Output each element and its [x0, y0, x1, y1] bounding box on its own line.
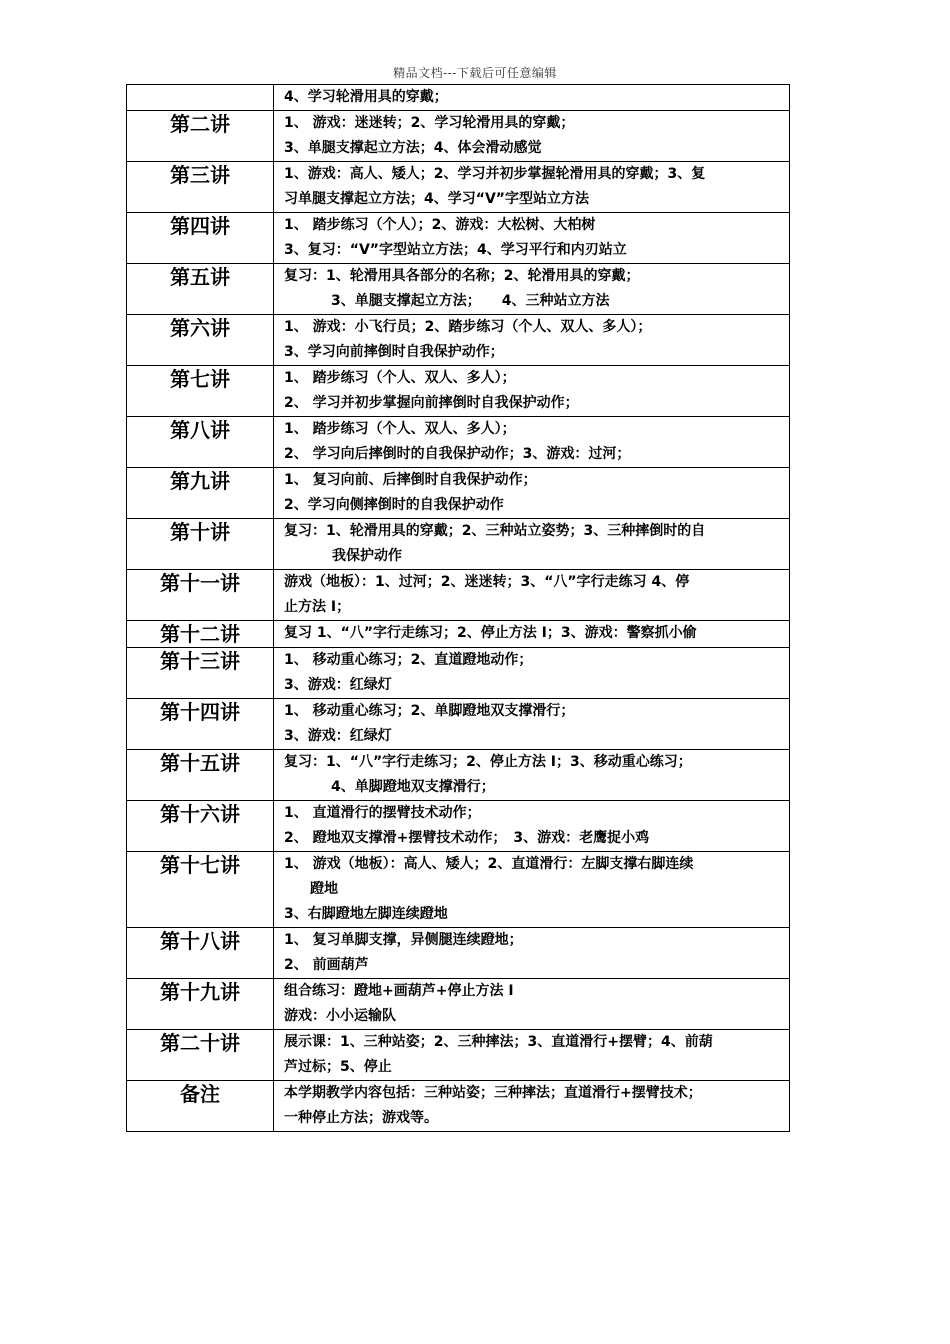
content-line: 1、 踏步练习（个人、双人、多人）； [284, 421, 516, 437]
content-line: 组合练习：蹬地+画葫芦+停止方法 I [284, 983, 514, 999]
lecture-cell [127, 85, 274, 111]
content-line: 展示课：1、三种站姿；2、三种摔法；3、直道滑行+摆臂；4、前葫 [284, 1034, 713, 1050]
content-line: 蹬地 [310, 881, 338, 897]
content-cell [274, 570, 790, 621]
content-line: 3、游戏：红绿灯 [284, 728, 392, 744]
content-line: 3、游戏：红绿灯 [284, 677, 392, 693]
content-line: 我保护动作 [332, 548, 402, 564]
content-line: 止方法 I； [284, 599, 351, 615]
table-row [127, 801, 790, 852]
lecture-cell: 第二讲 [127, 111, 274, 162]
table-row [127, 366, 790, 417]
page-header: 精品文档---下载后可任意编辑 [393, 66, 557, 80]
content-line: 3、单腿支撑起立方法；4、体会滑动感觉 [284, 140, 542, 156]
content-line: 本学期教学内容包括：三种站姿；三种摔法；直道滑行+摆臂技术； [284, 1085, 702, 1101]
table-row [127, 648, 790, 699]
content-line: 3、右脚蹬地左脚连续蹬地 [284, 906, 448, 922]
content-cell [274, 315, 790, 366]
lecture-cell: 第三讲 [127, 162, 274, 213]
table-row [127, 468, 790, 519]
content-cell [274, 519, 790, 570]
content-cell [274, 162, 790, 213]
content-cell [274, 213, 790, 264]
lecture-cell: 第十四讲 [127, 699, 274, 750]
content-line: 1、 直道滑行的摆臂技术动作； [284, 805, 481, 821]
lecture-cell: 第十讲 [127, 519, 274, 570]
lecture-cell: 第十一讲 [127, 570, 274, 621]
lecture-cell: 第四讲 [127, 213, 274, 264]
lecture-cell: 第十七讲 [127, 852, 274, 928]
table-row [127, 264, 790, 315]
content-cell [274, 264, 790, 315]
content-cell [274, 852, 790, 928]
table-row [127, 621, 790, 648]
content-cell [274, 417, 790, 468]
content-cell [274, 801, 790, 852]
lecture-cell: 第九讲 [127, 468, 274, 519]
content-line: 4、学习轮滑用具的穿戴； [284, 89, 448, 105]
remarks-label-cell: 备注 [127, 1081, 274, 1132]
content-line: 复习 1、“八”字行走练习；2、停止方法 I；3、游戏：警察抓小偷 [284, 625, 697, 641]
table-row [127, 213, 790, 264]
content-line: 一种停止方法；游戏等。 [284, 1110, 438, 1126]
content-line: 芦过标；5、停止 [284, 1059, 392, 1075]
lecture-cell: 第八讲 [127, 417, 274, 468]
content-line: 1、 复习向前、后摔倒时自我保护动作； [284, 472, 537, 488]
content-line: 4、单脚蹬地双支撑滑行； [331, 779, 495, 795]
table-row [127, 519, 790, 570]
content-line: 2、 蹬地双支撑滑+摆臂技术动作； 3、游戏：老鹰捉小鸡 [284, 830, 650, 846]
content-line: 游戏（地板）：1、过河；2、迷迷转；3、“八”字行走练习 4、停 [284, 574, 690, 590]
content-line: 3、复习：“V”字型站立方法；4、学习平行和内刃站立 [284, 242, 627, 258]
content-line: 1、 踏步练习（个人）；2、游戏：大松树、大柏树 [284, 217, 596, 233]
content-cell [274, 928, 790, 979]
lecture-cell: 第二十讲 [127, 1030, 274, 1081]
content-line: 2、 学习并初步掌握向前摔倒时自我保护动作； [284, 395, 579, 411]
content-cell [274, 85, 790, 111]
table-row [127, 111, 790, 162]
content-line: 3、单腿支撑起立方法； 4、三种站立方法 [331, 293, 610, 309]
content-line: 复习：1、“八”字行走练习；2、停止方法 I；3、移动重心练习； [284, 754, 692, 770]
lecture-cell: 第十二讲 [127, 621, 274, 648]
table-row [127, 699, 790, 750]
content-line: 1、 移动重心练习；2、单脚蹬地双支撑滑行； [284, 703, 575, 719]
table-row [127, 750, 790, 801]
content-line: 游戏：小小运输队 [284, 1008, 396, 1024]
content-line: 2、 前画葫芦 [284, 957, 369, 973]
table-row [127, 979, 790, 1030]
content-cell [274, 750, 790, 801]
content-line: 1、 复习单脚支撑，异侧腿连续蹬地； [284, 932, 523, 948]
table-row [127, 1081, 790, 1132]
content-cell [274, 468, 790, 519]
content-line: 1、 游戏：迷迷转；2、学习轮滑用具的穿戴； [284, 115, 575, 131]
lecture-cell: 第十九讲 [127, 979, 274, 1030]
content-cell [274, 111, 790, 162]
content-line: 习单腿支撑起立方法；4、学习“V”字型站立方法 [284, 191, 589, 207]
lecture-cell: 第十五讲 [127, 750, 274, 801]
content-line: 2、学习向侧摔倒时的自我保护动作 [284, 497, 504, 513]
content-line: 1、 游戏（地板）：高人、矮人；2、直道滑行：左脚支撑右脚连续 [284, 856, 694, 872]
content-line: 复习：1、轮滑用具各部分的名称；2、轮滑用具的穿戴； [284, 268, 640, 284]
table-row [127, 1030, 790, 1081]
table-row [127, 162, 790, 213]
content-line: 1、游戏：高人、矮人；2、学习并初步掌握轮滑用具的穿戴；3、复 [284, 166, 706, 182]
content-cell [274, 621, 790, 648]
content-cell [274, 979, 790, 1030]
content-line: 1、 踏步练习（个人、双人、多人）； [284, 370, 516, 386]
remarks-content-cell [274, 1081, 790, 1132]
content-line: 1、 移动重心练习；2、直道蹬地动作； [284, 652, 533, 668]
lecture-cell: 第十八讲 [127, 928, 274, 979]
lecture-cell: 第十三讲 [127, 648, 274, 699]
content-cell [274, 1030, 790, 1081]
lecture-cell: 第六讲 [127, 315, 274, 366]
lecture-cell: 第十六讲 [127, 801, 274, 852]
lesson-plan-table [126, 84, 790, 1132]
content-cell [274, 699, 790, 750]
content-cell [274, 648, 790, 699]
content-line: 3、学习向前摔倒时自我保护动作； [284, 344, 504, 360]
content-line: 1、 游戏：小飞行员；2、踏步练习（个人、双人、多人）； [284, 319, 652, 335]
table-row [127, 928, 790, 979]
table-row [127, 315, 790, 366]
lecture-cell: 第七讲 [127, 366, 274, 417]
table-row [127, 852, 790, 928]
content-line: 复习：1、轮滑用具的穿戴；2、三种站立姿势；3、三种摔倒时的自 [284, 523, 706, 539]
content-cell [274, 366, 790, 417]
table-row [127, 85, 790, 111]
content-line: 2、 学习向后摔倒时的自我保护动作；3、游戏：过河； [284, 446, 631, 462]
table-row [127, 417, 790, 468]
lecture-cell: 第五讲 [127, 264, 274, 315]
table-row [127, 570, 790, 621]
